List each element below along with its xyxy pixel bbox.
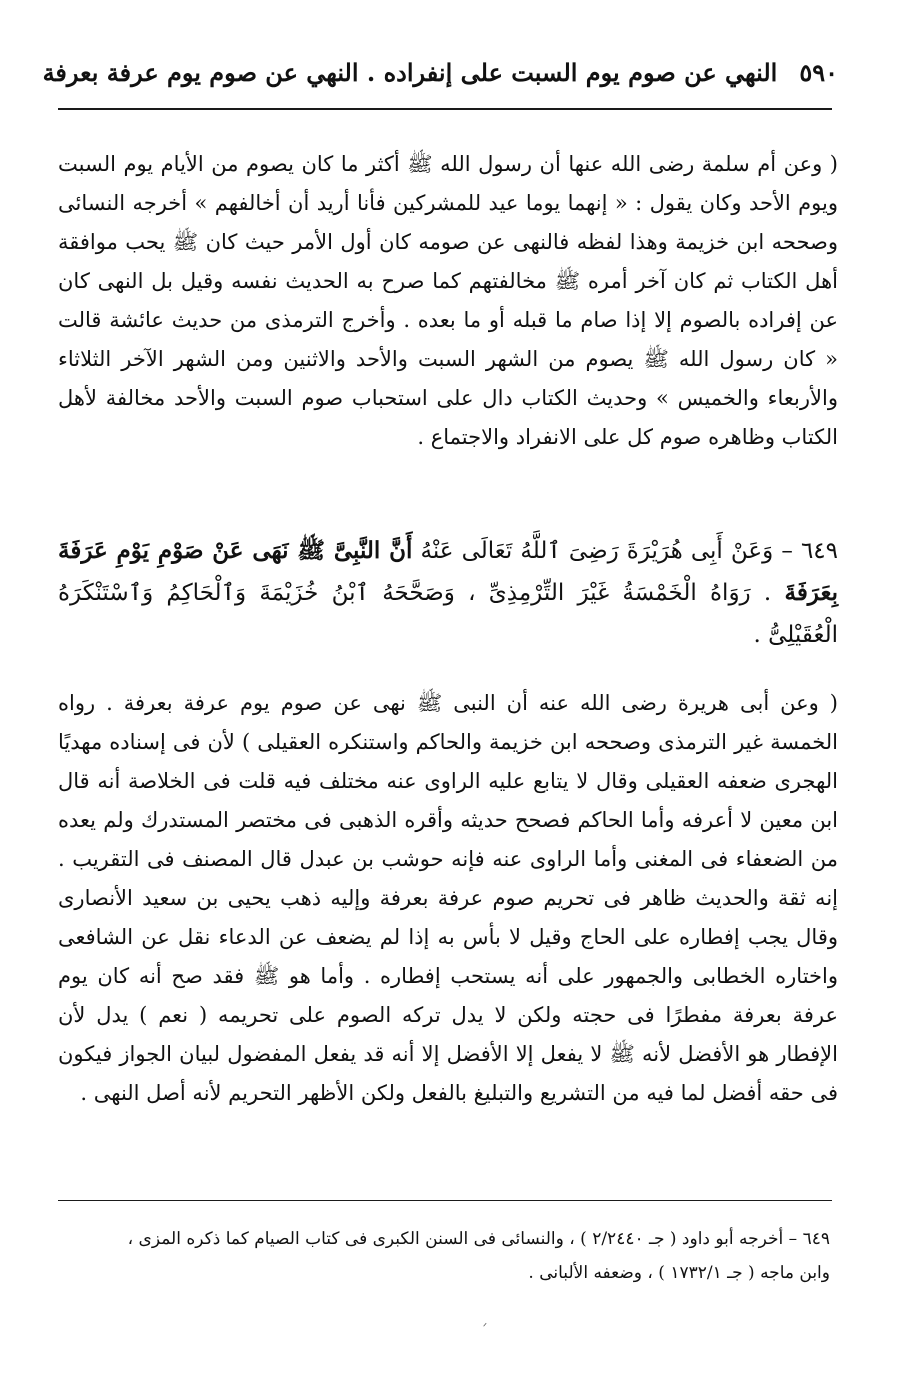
hadith-649 — [58, 530, 838, 656]
hadith-takhrij: . رَوَاهُ الْخَمْسَةُ غَيْرَ التِّرْمِذِىِّ ، وَصَحَّحَهُ ٱبْنُ خُزَيْمَةَ وَٱلْحَاكِمُ وَٱسْتَنْكَرَهُ الْعُقَيْلِىُّ . — [58, 580, 838, 648]
running-header — [42, 50, 838, 94]
hadith-isnad: ٦٤٩ – وَعَنْ أَبِى هُرَيْرَةَ رَضِىَ ٱللَّهُ تَعَالَى عَنْهُ — [420, 538, 839, 564]
header-rule — [58, 108, 832, 110]
footnote-line-1: ٦٤٩ – أخرجه أبو داود ( جـ ٢/٢٤٤٠ ) ، والنسائى فى السنن الكبرى فى كتاب الصيام كما ذكره المزى ، — [127, 1229, 830, 1249]
footnote-line-2: وابن ماجه ( جـ ١٧٣٢/١ ) ، وضعفه الألبانى . — [528, 1263, 830, 1283]
scan-speck: ᐟ — [482, 1322, 488, 1333]
page-number: ٥٩٠ — [799, 57, 838, 87]
commentary-paragraph-1: ( وعن أم سلمة رضى الله عنها أن رسول الله ﷺ أكثر ما كان يصوم من الأيام يوم السبت ويوم الأحد وكان يقول : « إنهما يوما عيد للمشركين فأنا أريد أن أخالفهم » أخرجه النسائى وصححه ابن خزيمة وهذا لفظه فالنهى عن صومه كان أول الأمر حيث كان ﷺ يحب موافقة أهل الكتاب ثم كان آخر أمره ﷺ مخالفتهم كما صرح به الحديث نفسه وقيل بل النهى كان عن إفراده بالصوم إلا إذا صام ما قبله أو ما بعده . وأخرج الترمذى من حديث عائشة قالت « كان رسول الله ﷺ يصوم من الشهر السبت والأحد والاثنين ومن الشهر الآخر الثلاثاء والأربعاء والخميس » وحديث الكتاب دال على استحباب صوم السبت والأحد مخالفة لأهل الكتاب وظاهره صوم كل على الانفراد والاجتماع . — [58, 152, 838, 449]
footnote — [70, 1222, 830, 1290]
chapter-title: النهي عن صوم يوم السبت على إنفراده . النهي عن صوم يوم عرفة بعرفة — [42, 57, 778, 87]
footnote-rule — [58, 1200, 832, 1201]
hadith-matn: أَنَّ النَّبِىَّ ﷺ نَهَى عَنْ صَوْمِ يَوْمِ عَرَفَةَ بِعَرَفَةَ — [58, 537, 838, 606]
commentary-paragraph-2: ( وعن أبى هريرة رضى الله عنه أن النبى ﷺ نهى عن صوم يوم عرفة بعرفة . رواه الخمسة غير الترمذى وصححه ابن خزيمة والحاكم واستنكره العقيلى ) لأن فى إسناده مهديًا الهجرى ضعفه العقيلى وقال لا يتابع عليه الراوى عنه مختلف فيه قلت فى الخلاصة أنه قال ابن معين لا أعرفه وأما الحاكم فصحح حديثه وأقره الذهبى فى مختصر المستدرك ولم يعده من الضعفاء فى المغنى وأما الراوى عنه فإنه حوشب بن عبدل قال المصنف فى التقريب . إنه ثقة والحديث ظاهر فى تحريم صوم عرفة بعرفة وإليه ذهب يحيى بن سعيد الأنصارى وقال يجب إفطاره على الحاج وقيل لا بأس به إذا لم يضعف عن الدعاء نقل عن الشافعى واختاره الخطابى والجمهور على أنه يستحب إفطاره . وأما هو ﷺ فقد صح أنه كان يوم عرفة بعرفة مفطرًا فى حجته ولكن لا يدل تركه الصوم على تحريمه ( نعم ) يدل لأن الإفطار هو الأفضل لأنه ﷺ لا يفعل إلا الأفضل إلا أنه قد يفعل المفضول لبيان الجواز فيكون فى حقه أفضل لما فيه من التشريع والتبليغ بالفعل ولكن الأظهر التحريم لأنه أصل النهى . — [58, 691, 838, 1105]
